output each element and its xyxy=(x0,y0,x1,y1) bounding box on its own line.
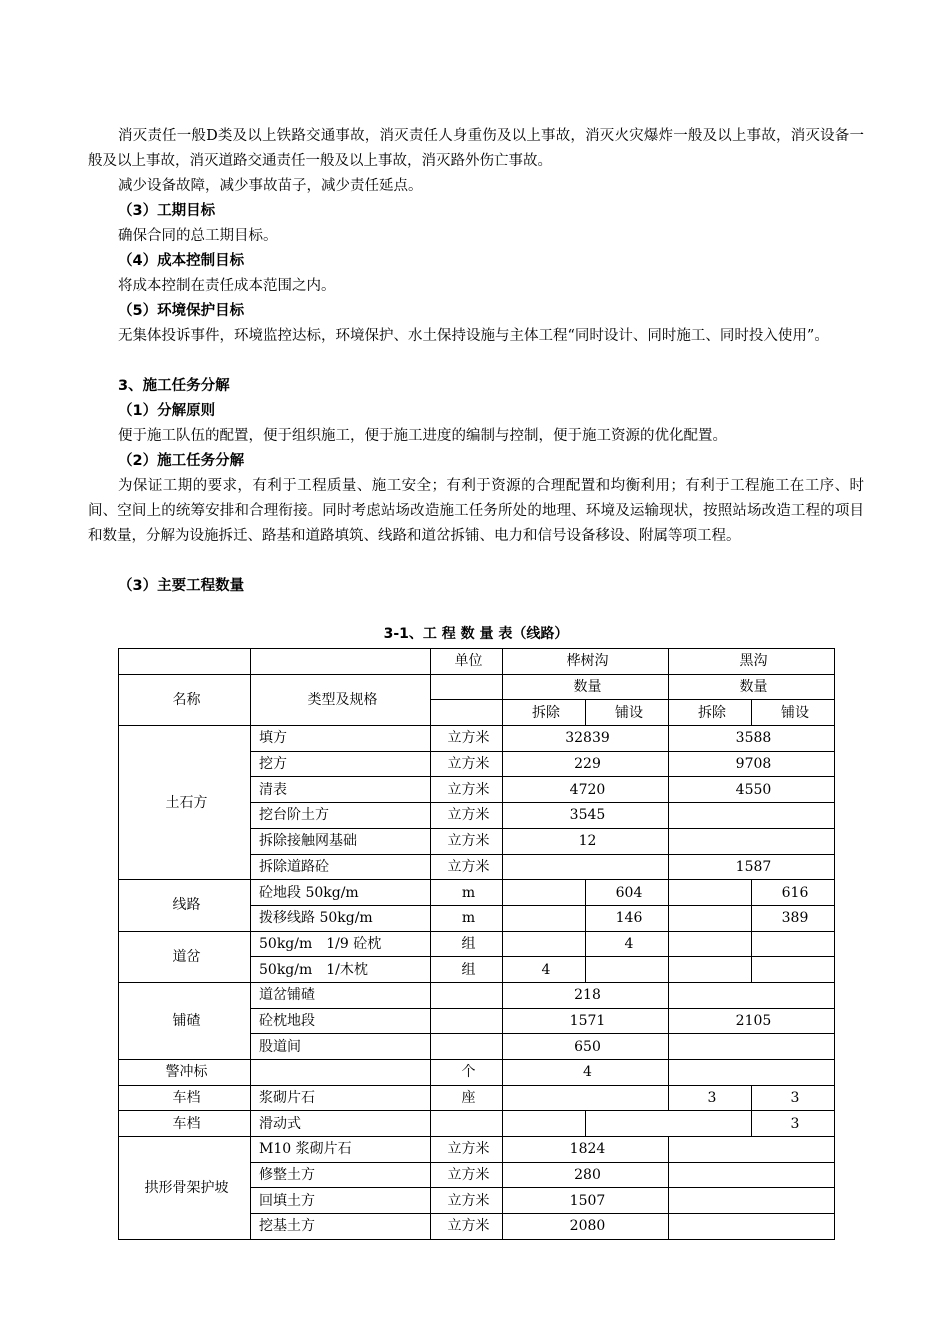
group-clearance-post: 警冲标 xyxy=(119,1060,251,1086)
heading-task-breakdown: （2）施工任务分解 xyxy=(118,453,245,469)
header-lay-2: 铺设 xyxy=(752,700,835,726)
row-type: 修整土方 xyxy=(251,1162,431,1188)
header-cell-blank xyxy=(251,649,431,675)
row-lay-heigou: 3 xyxy=(752,1085,835,1111)
row-value-heigou xyxy=(669,1162,835,1188)
row-value-heigou xyxy=(669,828,835,854)
row-type: 50kg/m 1/木枕 xyxy=(251,957,431,983)
row-value-heigou xyxy=(669,982,835,1008)
row-value-huashugou: 32839 xyxy=(503,726,669,752)
row-remove-heigou: 3 xyxy=(669,1085,752,1111)
row-value-huashugou: 2080 xyxy=(503,1214,669,1240)
table-row xyxy=(119,931,835,957)
row-value-heigou xyxy=(669,803,835,829)
row-type: 砼地段 50kg/m xyxy=(251,880,431,906)
header-site-heigou: 黑沟 xyxy=(669,649,835,675)
row-lay-huashugou xyxy=(586,957,669,983)
row-value-heigou: 2105 xyxy=(669,1008,835,1034)
row-remove-huashugou xyxy=(503,931,586,957)
row-type: 浆砌片石 xyxy=(251,1085,431,1111)
paragraph-reduce-faults: 减少设备故障，减少事故苗子，减少责任延点。 xyxy=(118,178,423,194)
row-unit: 立方米 xyxy=(431,828,503,854)
row-unit: 立方米 xyxy=(431,726,503,752)
row-unit: 组 xyxy=(431,931,503,957)
row-remove-huashugou: 4 xyxy=(503,957,586,983)
header-quantity-1: 数量 xyxy=(503,674,669,700)
row-type: 50kg/m 1/9 砼枕 xyxy=(251,931,431,957)
table-row xyxy=(119,1111,835,1137)
row-unit: 立方米 xyxy=(431,1162,503,1188)
row-lay-heigou xyxy=(752,957,835,983)
group-earthwork: 土石方 xyxy=(119,726,251,880)
row-value-huashugou: 4720 xyxy=(503,777,669,803)
table-row xyxy=(119,1085,835,1111)
paragraph-cost: 将成本控制在责任成本范围之内。 xyxy=(118,278,336,294)
header-remove-2: 拆除 xyxy=(669,700,752,726)
row-type: 砼枕地段 xyxy=(251,1008,431,1034)
heading-principle: （1）分解原则 xyxy=(118,403,216,419)
table-row xyxy=(119,726,835,752)
table-row xyxy=(119,982,835,1008)
header-site-huashugou: 桦树沟 xyxy=(503,649,669,675)
group-line: 线路 xyxy=(119,880,251,931)
header-remove-1: 拆除 xyxy=(503,700,586,726)
row-blank xyxy=(586,1111,752,1137)
row-value-heigou xyxy=(669,1137,835,1163)
header-type: 类型及规格 xyxy=(251,674,431,725)
row-lay-huashugou: 4 xyxy=(586,931,669,957)
row-type: 道岔铺碴 xyxy=(251,982,431,1008)
row-lay-huashugou: 604 xyxy=(586,880,669,906)
table-header-row xyxy=(119,674,835,700)
row-value-heigou xyxy=(669,1060,835,1086)
row-value-heigou: 1587 xyxy=(669,854,835,880)
row-type: 挖基土方 xyxy=(251,1214,431,1240)
row-type: 拆除接触网基础 xyxy=(251,828,431,854)
row-value-huashugou: 1824 xyxy=(503,1137,669,1163)
row-type: 股道间 xyxy=(251,1034,431,1060)
row-type: 拆除道路砼 xyxy=(251,854,431,880)
row-value-heigou xyxy=(669,1188,835,1214)
header-name: 名称 xyxy=(119,674,251,725)
row-value-huashugou: 229 xyxy=(503,751,669,777)
row-remove-huashugou xyxy=(503,880,586,906)
row-value-heigou: 4550 xyxy=(669,777,835,803)
row-unit: 座 xyxy=(431,1085,503,1111)
table-header-row xyxy=(119,649,835,675)
row-remove-heigou xyxy=(669,880,752,906)
paragraph-environment: 无集体投诉事件，环境监控达标，环境保护、水土保持设施与主体工程“同时设计、同时施工、同时投入使用”。 xyxy=(118,328,829,344)
header-lay-1: 铺设 xyxy=(586,700,669,726)
row-unit: 立方米 xyxy=(431,751,503,777)
row-remove-heigou xyxy=(669,957,752,983)
row-value-huashugou: 12 xyxy=(503,828,669,854)
paragraph-principle: 便于施工队伍的配置，便于组织施工，便于施工进度的编制与控制，便于施工资源的优化配置。 xyxy=(118,428,727,444)
row-unit: 立方米 xyxy=(431,1214,503,1240)
row-value-heigou: 9708 xyxy=(669,751,835,777)
row-unit: 组 xyxy=(431,957,503,983)
group-switch: 道岔 xyxy=(119,931,251,982)
header-quantity-2: 数量 xyxy=(669,674,835,700)
row-unit: m xyxy=(431,880,503,906)
table-row xyxy=(119,1137,835,1163)
paragraph-task-breakdown: 为保证工期的要求，有利于工程质量、施工安全；有利于资源的合理配置和均衡利用；有利于工程施工在工序、时间、空间上的统筹安排和合理衔接。同时考虑站场改造施工任务所处的地理、环境及运输现状，按照站场改造工程的项目和数量，分解为设施拆迁、路基和道路填筑、线路和道岔拆铺、电力和信号设备移设、附属等项工程。 xyxy=(88,478,864,544)
row-unit: 立方米 xyxy=(431,1188,503,1214)
row-value-huashugou: 218 xyxy=(503,982,669,1008)
row-type: 填方 xyxy=(251,726,431,752)
row-remove-heigou xyxy=(669,931,752,957)
heading-environment-target: （5）环境保护目标 xyxy=(118,303,245,319)
row-value-heigou: 3588 xyxy=(669,726,835,752)
heading-cost-target: （4）成本控制目标 xyxy=(118,253,245,269)
quantity-table xyxy=(118,648,835,1240)
table-row xyxy=(119,1060,835,1086)
row-unit: m xyxy=(431,905,503,931)
group-buffer-stop: 车档 xyxy=(119,1111,251,1137)
row-unit xyxy=(431,982,503,1008)
row-lay-heigou: 3 xyxy=(752,1111,835,1137)
header-unit: 单位 xyxy=(431,649,503,675)
row-unit: 立方米 xyxy=(431,803,503,829)
row-value-huashugou: 1507 xyxy=(503,1188,669,1214)
group-arch-slope: 拱形骨架护坡 xyxy=(119,1137,251,1240)
row-lay-heigou: 389 xyxy=(752,905,835,931)
row-value-huashugou: 1571 xyxy=(503,1008,669,1034)
row-type: 挖方 xyxy=(251,751,431,777)
row-unit: 立方米 xyxy=(431,854,503,880)
row-unit: 立方米 xyxy=(431,1137,503,1163)
heading-schedule-target: （3）工期目标 xyxy=(118,203,216,219)
header-cell-blank xyxy=(431,700,503,726)
row-type: 滑动式 xyxy=(251,1111,431,1137)
row-unit xyxy=(431,1111,503,1137)
row-unit xyxy=(431,1034,503,1060)
row-type: 回填土方 xyxy=(251,1188,431,1214)
row-value-heigou xyxy=(669,1214,835,1240)
row-type: 拨移线路 50kg/m xyxy=(251,905,431,931)
header-cell-blank xyxy=(119,649,251,675)
row-type: 挖台阶土方 xyxy=(251,803,431,829)
row-value-huashugou: 650 xyxy=(503,1034,669,1060)
row-value-huashugou xyxy=(503,1085,669,1111)
row-value-huashugou: 4 xyxy=(503,1060,669,1086)
paragraph-schedule: 确保合同的总工期目标。 xyxy=(118,228,278,244)
group-ballast: 铺碴 xyxy=(119,982,251,1059)
row-type: 清表 xyxy=(251,777,431,803)
row-remove-huashugou xyxy=(503,1111,586,1137)
section-task-breakdown: 3、施工任务分解 xyxy=(118,378,230,394)
row-type xyxy=(251,1060,431,1086)
row-lay-heigou: 616 xyxy=(752,880,835,906)
table-caption: 3-1、工 程 数 量 表（线路） xyxy=(383,626,569,642)
row-value-huashugou: 280 xyxy=(503,1162,669,1188)
row-remove-heigou xyxy=(669,905,752,931)
heading-main-quantities: （3）主要工程数量 xyxy=(118,578,245,594)
group-buffer-stop: 车档 xyxy=(119,1085,251,1111)
row-value-huashugou xyxy=(503,854,669,880)
row-unit: 立方米 xyxy=(431,777,503,803)
row-unit xyxy=(431,1008,503,1034)
row-value-huashugou: 3545 xyxy=(503,803,669,829)
row-remove-huashugou xyxy=(503,905,586,931)
header-cell-blank xyxy=(431,674,503,700)
paragraph-accident-targets: 消灭责任一般D类及以上铁路交通事故，消灭责任人身重伤及以上事故，消灭火灾爆炸一般及以上事故，消灭设备一般及以上事故，消灭道路交通责任一般及以上事故，消灭路外伤亡事故。 xyxy=(88,128,864,169)
row-lay-heigou xyxy=(752,931,835,957)
row-unit: 个 xyxy=(431,1060,503,1086)
table-row xyxy=(119,880,835,906)
row-type: M10 浆砌片石 xyxy=(251,1137,431,1163)
row-lay-huashugou: 146 xyxy=(586,905,669,931)
row-value-heigou xyxy=(669,1034,835,1060)
